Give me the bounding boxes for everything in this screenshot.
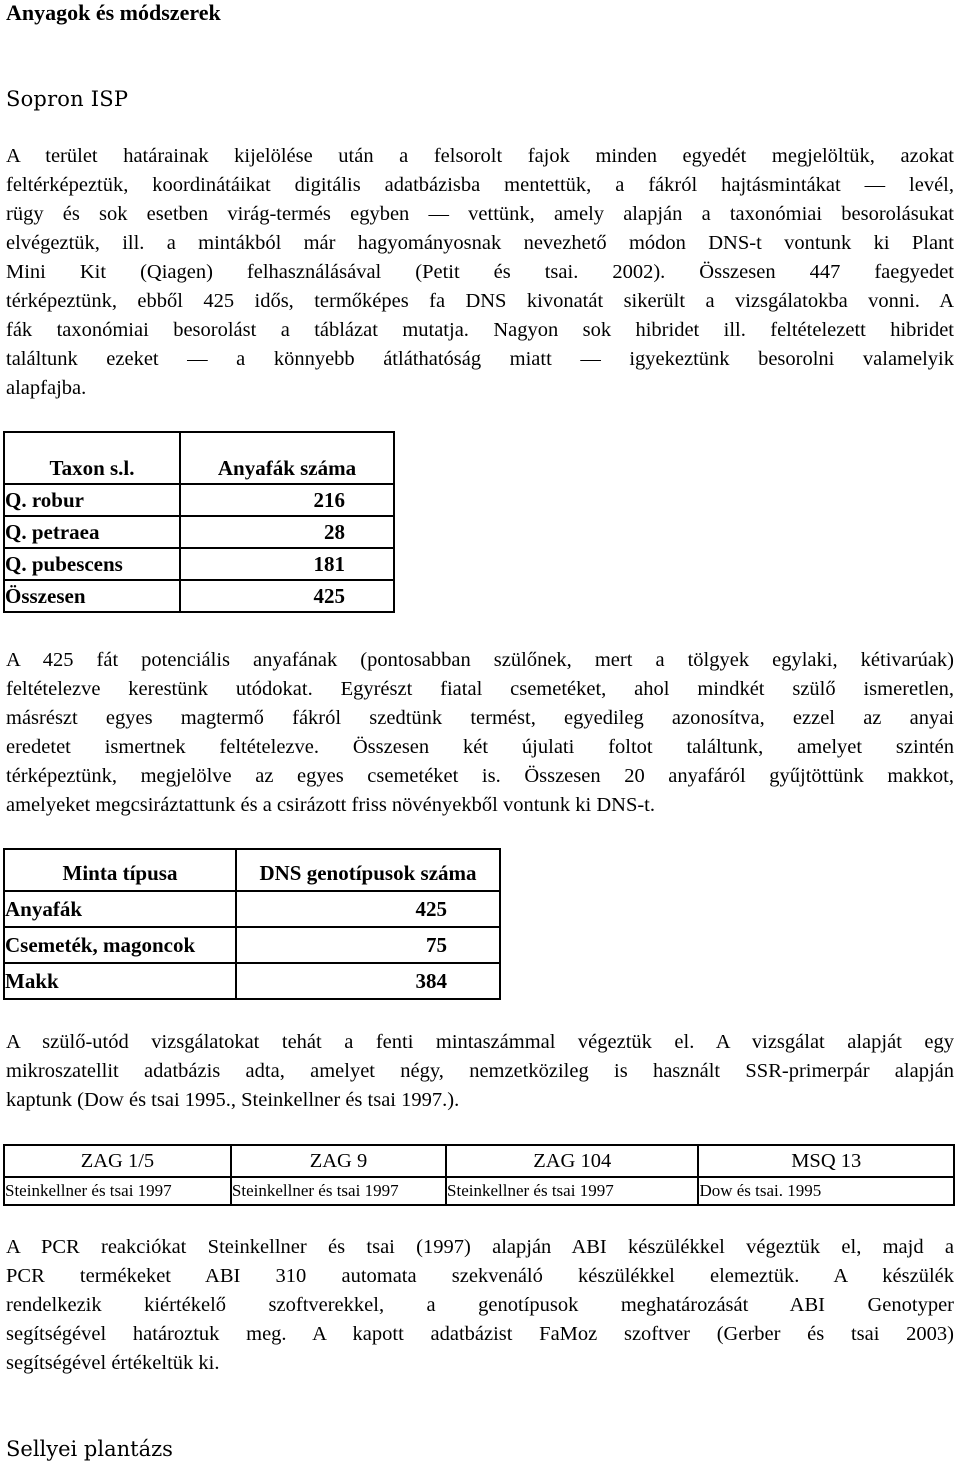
- table-row: [4, 927, 500, 963]
- table-cell: Q. robur: [4, 484, 180, 516]
- table-header-cell: Minta típusa: [4, 849, 236, 891]
- text-line: A PCR reakciókat Steinkellner és tsai (1997) alapján ABI készülékkel végeztük el, majd a: [6, 1236, 954, 1258]
- table-header-cell: ZAG 104: [446, 1145, 698, 1177]
- text-line: eredetet ismertnek feltételezve. Összesen két újulati foltot találtunk, amelyet szintén: [6, 736, 954, 758]
- table-header-row: [4, 1145, 954, 1177]
- text-line: elvégeztük, ill. a mintákból már hagyományosnak nevezhető módon DNS-t vontunk ki Plant: [6, 232, 954, 254]
- text-line: feltételezve kerestünk utódokat. Egyrészt fiatal csemetéket, ahol mindkét szülő ismeretlen,: [6, 678, 954, 700]
- table-cell: 216: [180, 484, 394, 516]
- text-line: kaptunk (Dow és tsai 1995., Steinkellner és tsai 1997.).: [6, 1089, 460, 1111]
- text-line: A 425 fát potenciális anyafának (pontosabban szülőnek, mert a tölgyek egylaki, kétivarúak): [6, 649, 954, 671]
- text-line: találtunk ezeket — a könnyebb átláthatóság miatt — igyekeztünk besorolni valamelyik: [6, 348, 954, 370]
- table-row: [4, 1177, 954, 1205]
- table-cell: Q. pubescens: [4, 548, 180, 580]
- table-row: [4, 891, 500, 927]
- taxon-table: [3, 431, 395, 613]
- table-row: [4, 484, 394, 516]
- text-line: rügy és sok esetben virág-termés egyben — vettünk, amely alapján a taxonómiai besorolásukat: [6, 203, 954, 225]
- page-heading: Anyagok és módszerek: [6, 0, 221, 25]
- text-line: segítségével értékeltük ki.: [6, 1352, 220, 1374]
- table-cell: Steinkellner és tsai 1997: [4, 1177, 231, 1205]
- table-cell: Steinkellner és tsai 1997: [446, 1177, 698, 1205]
- table-header-row: [4, 432, 394, 484]
- table-cell: Csemeték, magoncok: [4, 927, 236, 963]
- text-line: térképeztünk, megjelölve az egyes csemetéket is. Összesen 20 anyafáról gyűjtöttünk makkot,: [6, 765, 954, 787]
- table-header-cell: Anyafák száma: [180, 432, 394, 484]
- table-row: [4, 548, 394, 580]
- text-line: mikroszatellit adatbázis adta, amelyet négy, nemzetközileg is használt SSR-primerpár alapján: [6, 1060, 954, 1082]
- paragraph-pcr: [6, 1233, 954, 1378]
- table-cell: Összesen: [4, 580, 180, 612]
- table-cell: Q. petraea: [4, 516, 180, 548]
- paragraph-ssr-primers: [6, 1028, 954, 1115]
- table-cell: Dow és tsai. 1995: [698, 1177, 954, 1205]
- text-line: PCR termékeket ABI 310 automata szekvenáló készülékkel elemeztük. A készülék: [6, 1265, 954, 1287]
- paragraph-offspring: [6, 646, 954, 820]
- table-cell: 75: [236, 927, 500, 963]
- text-line: A terület határainak kijelölése után a felsorolt fajok minden egyedét megjelöltük, azokat: [6, 145, 954, 167]
- text-line: fák taxonómiai besorolást a táblázat mutatja. Nagyon sok hibridet ill. feltételezett hibridet: [6, 319, 954, 341]
- text-line: amelyeket megcsiráztattunk és a csirázott friss növényekből vontunk ki DNS-t.: [6, 794, 655, 816]
- table-header-cell: DNS genotípusok száma: [236, 849, 500, 891]
- table-header-cell: MSQ 13: [698, 1145, 954, 1177]
- text-line: Mini Kit (Qiagen) felhasználásával (Petit és tsai. 2002). Összesen 447 faegyedet: [6, 261, 954, 283]
- table-cell: 181: [180, 548, 394, 580]
- table-cell: 384: [236, 963, 500, 999]
- table-cell: Steinkellner és tsai 1997: [231, 1177, 446, 1205]
- table-cell: Makk: [4, 963, 236, 999]
- text-line: feltérképeztük, koordinátáikat digitális adatbázisba mentettük, a fákról hajtásmintákat — levél,: [6, 174, 954, 196]
- table-cell: 425: [236, 891, 500, 927]
- text-line: A szülő-utód vizsgálatokat tehát a fenti mintaszámmal végeztük el. A vizsgálat alapját egy: [6, 1031, 954, 1053]
- sample-type-table: [3, 848, 501, 1000]
- primer-table: [3, 1144, 955, 1206]
- next-section-title: Sellyei plantázs: [6, 1437, 173, 1461]
- table-header-cell: ZAG 1/5: [4, 1145, 231, 1177]
- text-line: segítségével határoztuk meg. A kapott adatbázist FaMoz szoftver (Gerber és tsai 2003): [6, 1323, 954, 1345]
- table-cell: 425: [180, 580, 394, 612]
- table-row: [4, 580, 394, 612]
- table-header-cell: Taxon s.l.: [4, 432, 180, 484]
- paragraph-methods-intro: [6, 142, 954, 403]
- table-row: [4, 516, 394, 548]
- table-cell: 28: [180, 516, 394, 548]
- table-header-cell: ZAG 9: [231, 1145, 446, 1177]
- text-line: térképeztünk, ebből 425 idős, termőképes fa DNS kivonatát sikerült a vizsgálatokba vonni. A: [6, 290, 954, 312]
- table-row: [4, 963, 500, 999]
- table-cell: Anyafák: [4, 891, 236, 927]
- text-line: másrészt egyes magtermő fákról szedtünk termést, egyedileg azonosítva, ezzel az anyai: [6, 707, 954, 729]
- text-line: rendelkezik kiértékelő szoftverekkel, a genotípusok meghatározását ABI Genotyper: [6, 1294, 954, 1316]
- text-line: alapfajba.: [6, 377, 87, 399]
- section-title: Sopron ISP: [6, 87, 129, 111]
- table-header-row: [4, 849, 500, 891]
